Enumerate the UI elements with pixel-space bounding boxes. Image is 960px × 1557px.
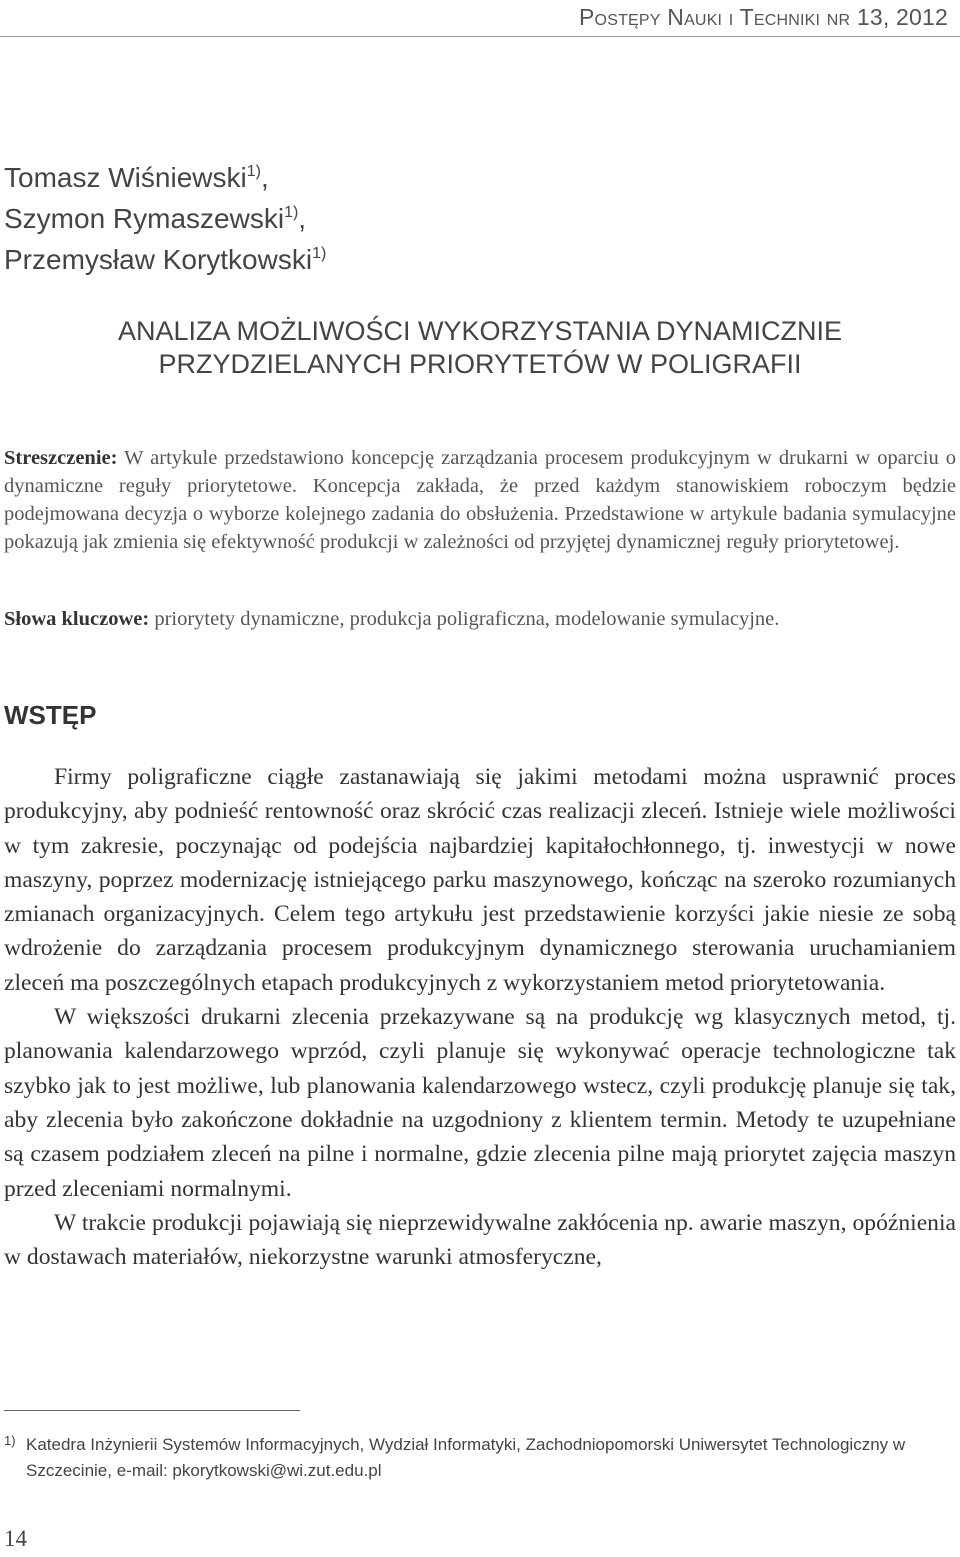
affiliation-mark: 1) bbox=[312, 245, 327, 262]
footnote-text: Katedra Inżynierii Systemów Informacyjnych, Wydział Informatyki, Zachodniopomorski Uniwersytet Technologiczny w Szczecinie, e-mail: pkorytkowski@wi.zut.edu.pl bbox=[26, 1435, 906, 1480]
affiliation-mark: 1) bbox=[284, 204, 299, 221]
author-1: Tomasz Wiśniewski$^{1)}$, bbox=[4, 162, 269, 193]
footnote-mark: 1) bbox=[4, 1433, 16, 1448]
header-divider bbox=[0, 36, 960, 37]
keywords-label: Słowa kluczowe: bbox=[4, 608, 150, 630]
keywords-text: priorytety dynamiczne, produkcja poligraficzna, modelowanie symulacyjne. bbox=[154, 608, 780, 630]
footnote-divider bbox=[4, 1410, 300, 1411]
abstract bbox=[4, 444, 956, 556]
running-head bbox=[579, 4, 948, 31]
page-number: 14 bbox=[4, 1526, 27, 1551]
title-line-1: ANALIZA MOŻLIWOŚCI WYKORZYSTANIA DYNAMICZNIE bbox=[117, 316, 843, 346]
paper-title bbox=[0, 315, 960, 381]
author-name: Tomasz Wiśniewski bbox=[4, 162, 247, 193]
footnote bbox=[4, 1432, 956, 1484]
paragraph-3: W trakcie produkcji pojawiają się nieprzewidywalne zakłócenia np. awarie maszyn, opóźnienia w dostawach materiałów, niekorzystne warunki atmosferyczne, bbox=[4, 1209, 956, 1271]
author-name: Przemysław Korytkowski bbox=[4, 244, 313, 275]
author-2: Szymon Rymaszewski$^{1)}$, bbox=[4, 203, 307, 234]
affiliation-mark: 1) bbox=[246, 163, 261, 180]
title-line-2: PRZYDZIELANYCH PRIORYTETÓW W POLIGRAFII bbox=[158, 349, 802, 379]
author-3 bbox=[4, 236, 326, 277]
abstract-text: W artykule przedstawiono koncepcję zarządzania procesem produkcyjnym w drukarni w oparciu o dynamiczne reguły priorytetowe. Koncepcja zakłada, że przed każdym stanowiskiem roboczym będzie podejmowana decyzja o wyborze kolejnego zadania do obsłużenia. Przedstawione w artykule badania symulacyjne pokazują jak zmienia się efektywność produkcji w zależności od przyjętej dynamicznej reguły priorytetowej. bbox=[4, 447, 956, 553]
paragraph-1: Firmy poligraficzne ciągłe zastanawiają się jakimi metodami można usprawnić proces produkcyjny, aby podnieść rentowność oraz skrócić czas realizacji zleceń. Istnieje wiele możliwości w tym zakresie, poczynając od podejścia najbardziej kapitałochłonnego, tj. inwestycji w nowe maszyny, poprzez modernizację istniejącego parku maszynowego, kończąc na szeroko rozumianych zmianach organizacyjnych. Celem tego artykułu jest przedstawienie korzyści jakie niesie ze sobą wdrożenie do zarządzania procesem produkcyjnym dynamicznego sterowania uruchamianiem zleceń ma poszczególnych etapach produkcyjnych z wykorzystaniem metod priorytetowania. bbox=[4, 764, 956, 996]
abstract-label: Streszczenie: bbox=[4, 447, 118, 469]
author-list bbox=[4, 154, 326, 277]
journal-name: Postępy Nauki i Techniki nr bbox=[579, 4, 851, 30]
author-name: Szymon Rymaszewski bbox=[4, 203, 285, 234]
section-heading: WSTĘP bbox=[4, 700, 97, 730]
section-body bbox=[4, 760, 956, 1274]
journal-issue: 13, 2012 bbox=[856, 4, 948, 30]
keywords bbox=[4, 605, 956, 633]
paragraph-2: W większości drukarni zlecenia przekazywane są na produkcję wg klasycznych metod, tj. planowania kalendarzowego wprzód, czyli planuje się wykonywać operacje technologiczne tak szybko jak to jest możliwe, lub planowania kalendarzowego wstecz, czyli produkcję planuje się tak, aby zlecenia było zakończone dokładnie na uzgodniony z klientem termin. Metody te uzupełniane są czasem podziałem zleceń na pilne i normalne, gdzie zlecenia pilne mają priorytet zajęcia maszyn przed zleceniami normalnymi. bbox=[4, 1004, 956, 1202]
